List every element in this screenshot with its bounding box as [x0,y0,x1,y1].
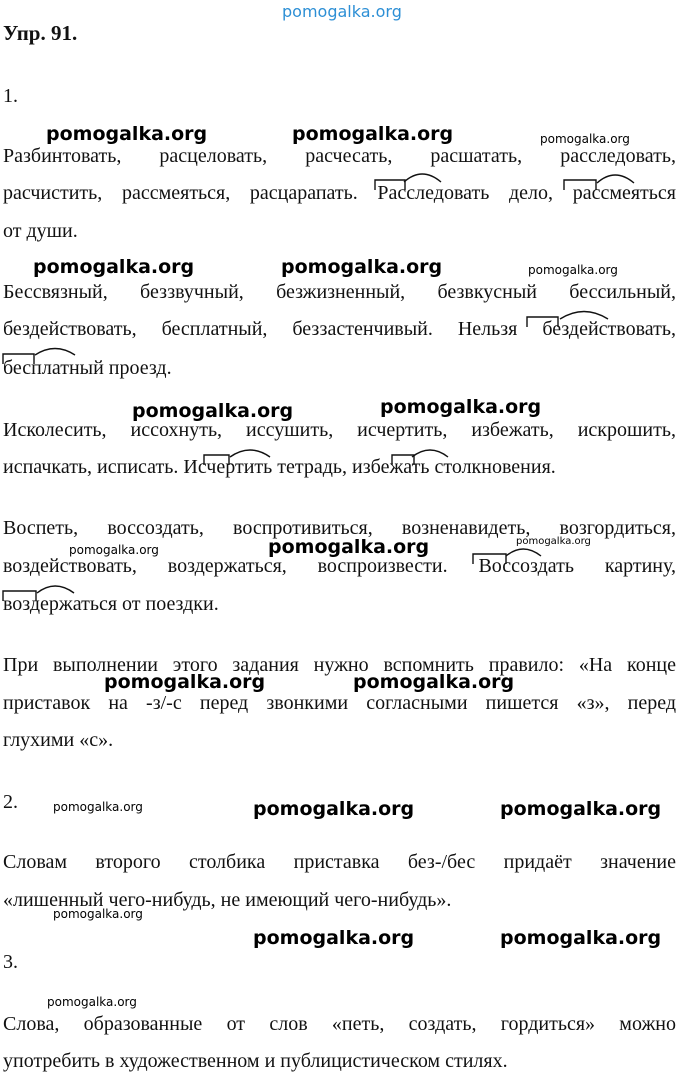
watermark: pomogalka.org [268,536,430,558]
part2-line-1: Словам второго столбика приставка без-/бес придаёт значение [3,851,676,873]
rule-line-2: приставок на -з/-с перед звонкими согласными пишется «з», перед [3,692,676,714]
part3-line-2: употребить в художественном и публицистическом стилях. [3,1050,508,1072]
watermark: pomogalka.org [253,798,415,820]
watermark: pomogalka.org [528,263,618,277]
watermark: pomogalka.org [53,907,143,921]
word-group-1-line-2: расчистить, рассмеяться, расцарапать. Расследовать дело, рассмеяться [3,182,676,204]
part3-line-1: Слова, образованные от слов «петь, создать, гордиться» можно [3,1013,676,1035]
rule-line-1: При выполнении этого задания нужно вспомнить правило: «На конце [3,654,676,676]
part1-label: 1. [3,85,18,107]
watermark: pomogalka.org [104,671,266,693]
watermark: pomogalka.org [69,543,159,557]
part3-label: 3. [3,951,18,973]
watermark: pomogalka.org [353,671,515,693]
word-group-4-line-3: воздержаться от поездки. [3,593,219,615]
part2-label: 2. [3,791,18,813]
watermark: pomogalka.org [33,256,195,278]
rule-line-3: глухими «с». [3,729,114,751]
word-group-4-line-1: Воспеть, воссоздать, воспротивиться, возненавидеть, возгордиться, [3,517,676,539]
word-group-1-line-3: от души. [3,220,78,242]
part2-line-2: «лишенный чего-нибудь, не имеющий чего-нибудь». [3,889,452,911]
watermark: pomogalka.org [516,536,591,547]
word-group-3-line-2: испачкать, исписать. Исчертить тетрадь, избежать столкновения. [3,456,556,478]
watermark: pomogalka.org [253,927,415,949]
watermark: pomogalka.org [380,396,542,418]
watermark: pomogalka.org [540,132,630,146]
watermark: pomogalka.org [500,798,662,820]
watermark: pomogalka.org [281,256,443,278]
word-group-2-line-3: бесплатный проезд. [3,357,172,379]
watermark: pomogalka.org [53,800,143,814]
word-group-2-line-2: бездействовать, бесплатный, беззастенчивый. Нельзя бездействовать, [3,318,676,340]
exercise-title: Упр. 91. [3,21,78,45]
word-group-4-line-2: воздействовать, воздержаться, воспроизвести. Воссоздать картину, [3,555,676,577]
word-group-1-line-1: Разбинтовать, расцеловать, расчесать, расшатать, расследовать, [3,145,676,167]
watermark: pomogalka.org [132,400,294,422]
header-watermark: pomogalka.org [282,2,402,21]
word-group-2-line-1: Бессвязный, беззвучный, безжизненный, безвкусный бессильный, [3,281,676,303]
watermark: pomogalka.org [292,123,454,145]
watermark: pomogalka.org [47,995,137,1009]
watermark: pomogalka.org [46,123,208,145]
watermark: pomogalka.org [500,927,662,949]
word-group-3-line-1: Исколесить, иссохнуть, иссушить, исчертить, избежать, искрошить, [3,419,676,441]
